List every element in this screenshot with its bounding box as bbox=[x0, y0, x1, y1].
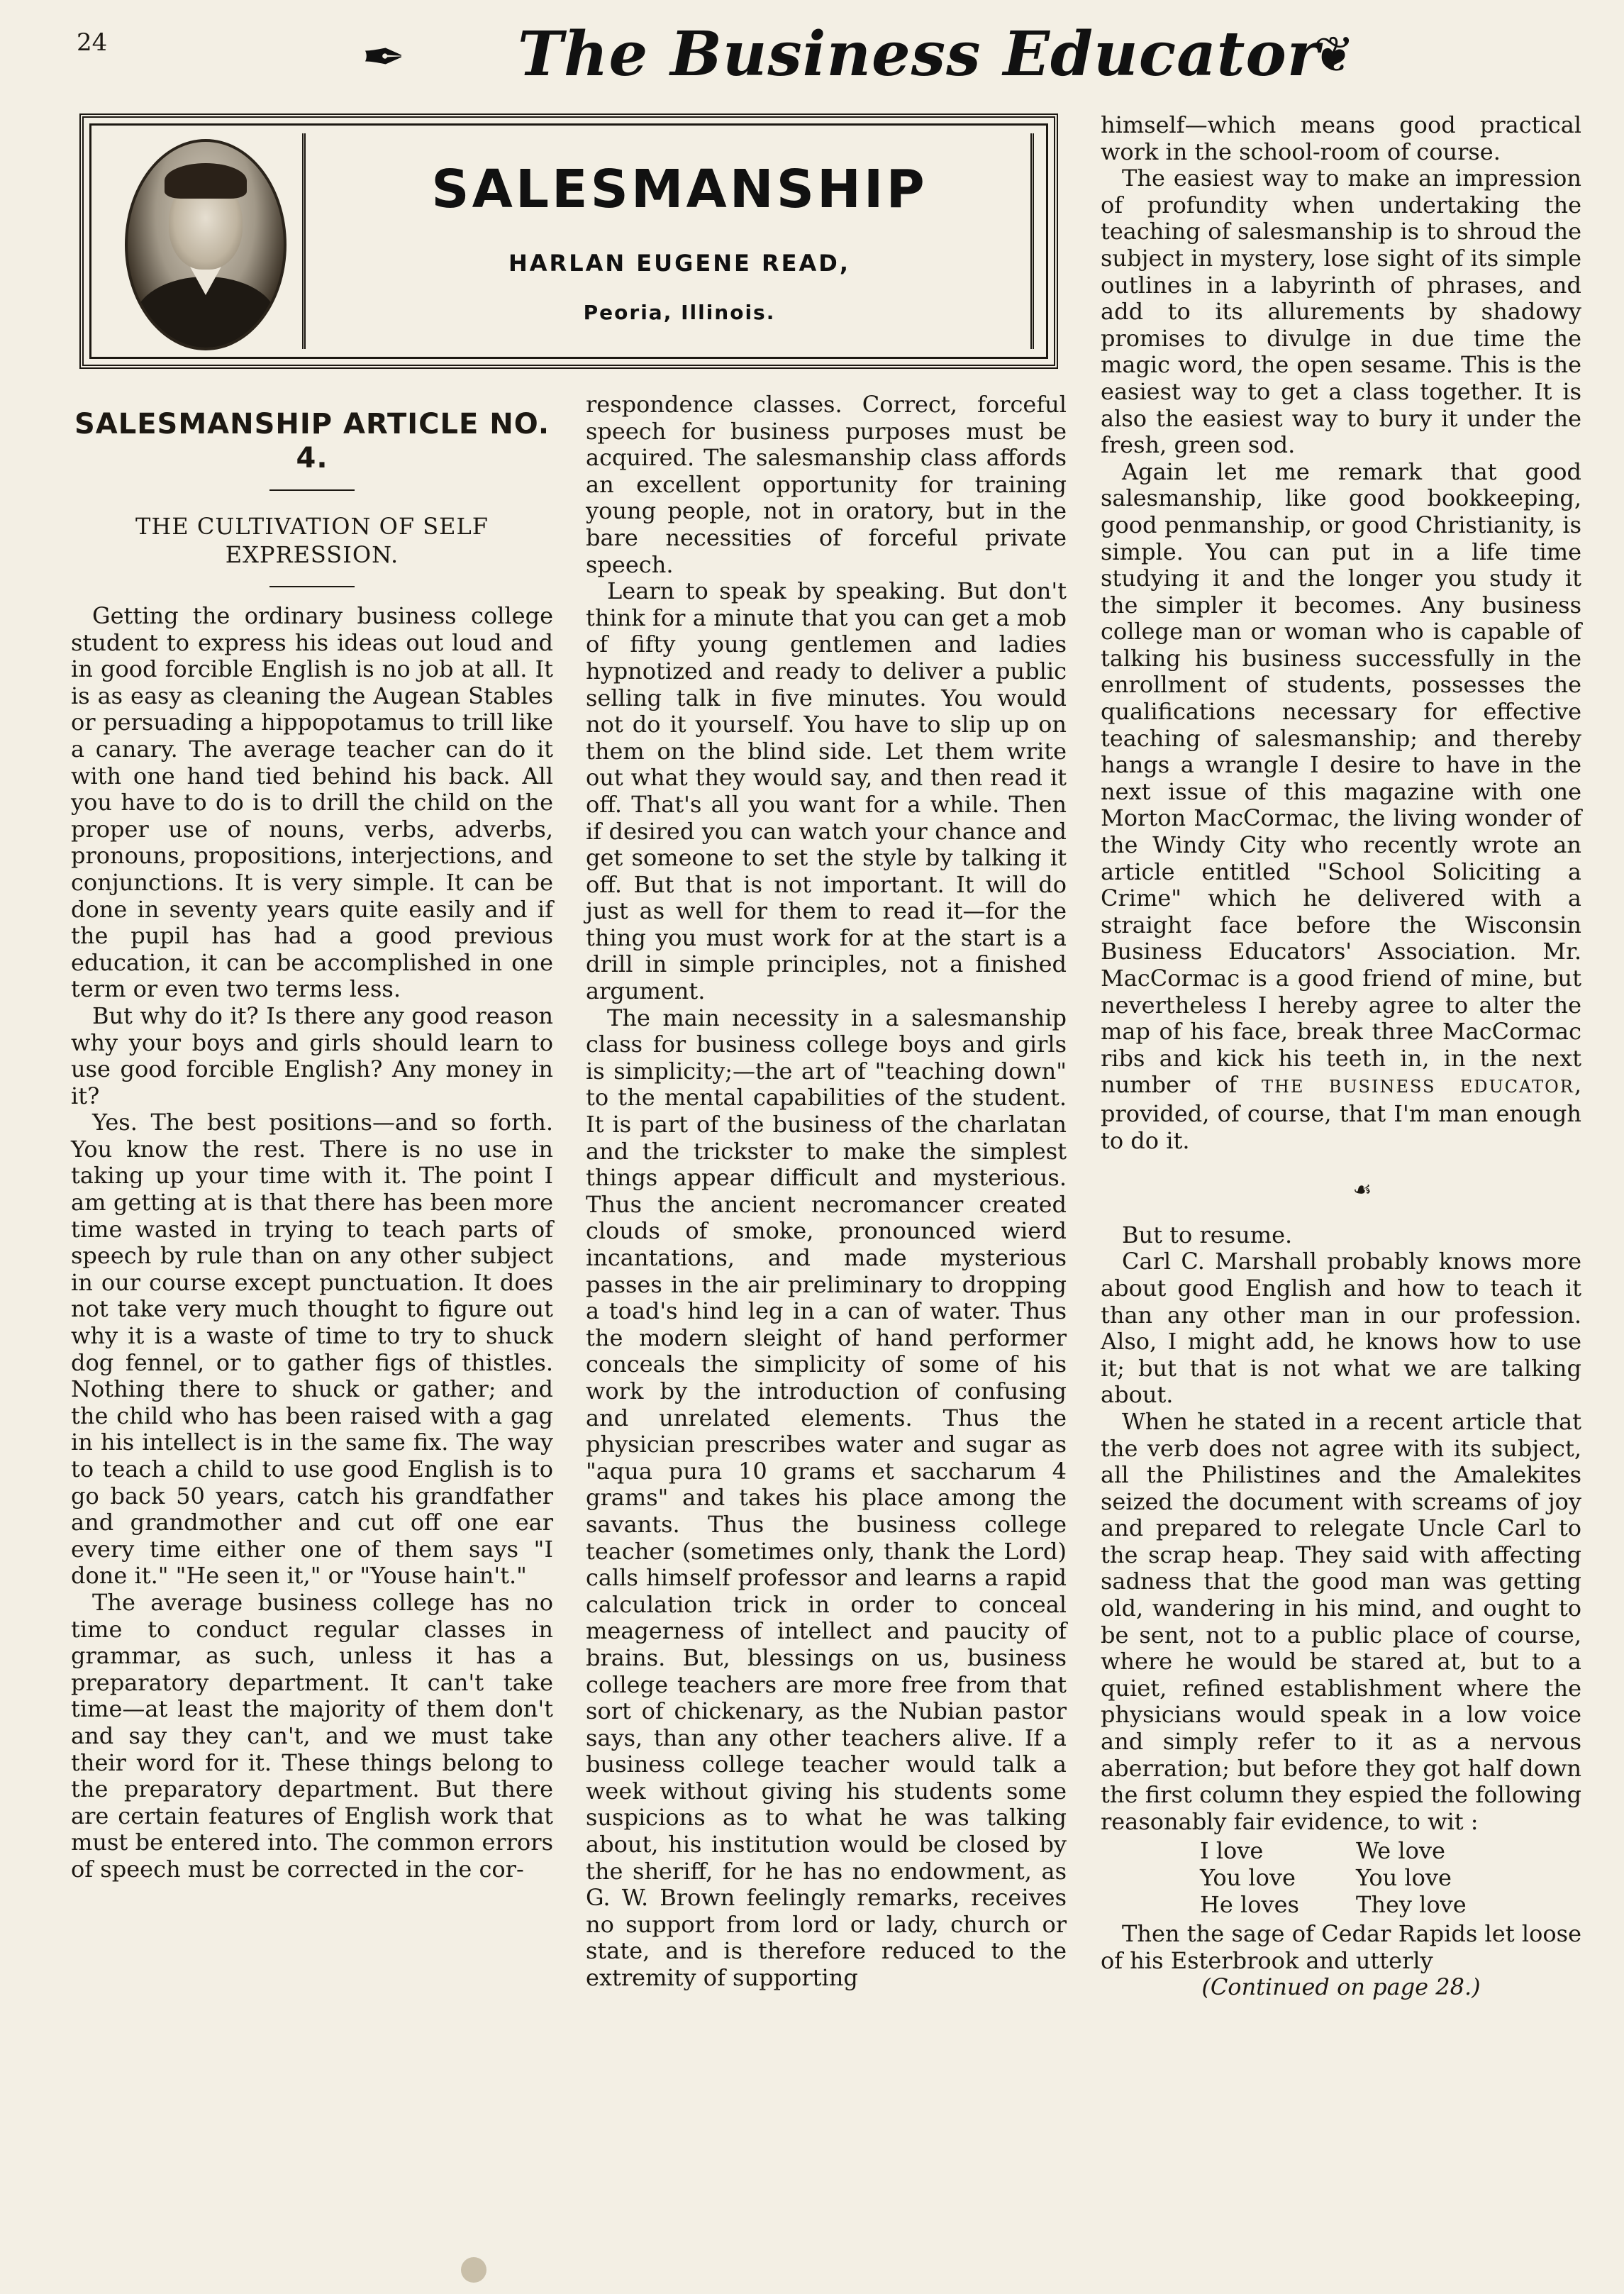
magazine-name: THE BUSINESS EDUCATOR bbox=[1261, 1077, 1574, 1097]
series-title: SALESMANSHIP bbox=[431, 159, 928, 220]
continued-note: (Continued on page 28.) bbox=[1201, 1973, 1481, 2001]
divider bbox=[269, 586, 355, 587]
article-title: SALESMANSHIP ARTICLE NO. 4. bbox=[74, 408, 550, 475]
paragraph: Yes. The best positions—and so forth. You know the rest. There is no use in taking up your time with it. The point I am getting at is that there has been more time wasted in trying to teach parts of speech by rule than on any other subject in our course except punctuation. It does not take very much thought to figure out why it is a waste of time to try to shuck dog fennel, or to gather figs of thistles. Nothing there to shuck or gather; and the child who has been raised with a gag in his intellect is in the same fix. The way to teach a child to use good English is to go back 50 years, catch his grandfather and grandmother and cut off one ear every time either one of them says "I done it." "He seen it," or "Youse hain't." bbox=[71, 1109, 553, 1590]
conjugation-cell: You love bbox=[1356, 1864, 1452, 1891]
paragraph: himself—which means good practical work in the school-room of course. bbox=[1101, 111, 1581, 165]
ornament-icon: ☙ bbox=[1352, 1178, 1372, 1203]
paragraph-tail: , provided, of course, that I'm man enough to do it. bbox=[1101, 1071, 1582, 1154]
column-1 bbox=[71, 407, 553, 1883]
paragraph-text: Again let me remark that good salesmanship, like good bookkeeping, good penmanship, or good Christianity, is simple. You can put in a life time studying it and the longer you study it the simpler it becomes. Any business college man or woman who is capable of talking his business successfully in the enrollment of students, possesses the qualifications necessary for effective teaching of salesmanship; and thereby hangs a wrangle I desire to have in the next issue of this magazine with one Morton MacCormac, the living wonder of the Windy City who recently wrote an article entitled "School Soliciting a Crime" which he delivered with a straight face before the Wisconsin Business Educators' Association. Mr. MacCormac is a good friend of mine, but nevertheless I hereby agree to alter the map of his face, break three MacCormac ribs and kick his teeth in, in the next number of bbox=[1101, 458, 1581, 1099]
column-2 bbox=[586, 392, 1067, 1992]
column-3 bbox=[1101, 112, 1581, 2001]
paragraph: But to resume. bbox=[1122, 1221, 1293, 1248]
author-portrait bbox=[125, 139, 287, 350]
ink-spot bbox=[461, 2257, 486, 2283]
article-subtitle: THE CULTIVATION OF SELF EXPRESSION. bbox=[135, 513, 489, 568]
conjugation-cell: We love bbox=[1356, 1837, 1445, 1865]
conjugation-cell: You love bbox=[1200, 1864, 1296, 1891]
divider bbox=[269, 489, 355, 491]
paragraph: The easiest way to make an impression of profundity when undertaking the teaching of salesmanship is to shroud the subject in mystery, lose sight of its simple outlines in a labyrinth of phrases, and add to its allurements by shadowy promises to divulge in due time the magic word, the open sesame. This is the easiest way to get a class together. It is also the easiest way to bury it under the fresh, green sod. bbox=[1101, 165, 1581, 459]
title-box bbox=[79, 113, 1058, 369]
paragraph: The main necessity in a salesmanship class for business college boys and girls is simplicity;—the art of "teaching down" to the mental capabilities of the student. It is part of the business of the charlatan and the trickster to make the simplest things appear difficult and mysterious. Thus the ancient necromancer created clouds of smoke, pronounced wierd incantations, and made mysterious passes in the air preliminary to dropping a toad's hind leg in a can of water. Thus the modern sleight of hand performer conceals the simplicity of some of his work by the introduction of confusing and unrelated elements. Thus the physician prescribes water and sugar as "aqua pura 10 grams et saccharum 4 grams" and takes his place among the savants. Thus the business college teacher (sometimes only, thank the Lord) calls himself professor and learns a rapid calculation trick in order to conceal meagerness of intellect and paucity of brains. But, blessings on us, business college teachers are more free from that sort of chickenary, as the Nubian pastor says, than any other teachers alive. If a business college teacher would talk a week without giving his students some suspicions as to what he was talking about, his institution would be closed by the sheriff, for he has no endowment, as G. W. Brown feelingly remarks, receives no support from lord or lady, church or state, and is therefore reduced to the extremity of supporting bbox=[586, 1004, 1067, 1992]
masthead bbox=[362, 14, 1355, 90]
paragraph: The average business college has no time to conduct regular classes in grammar, as such, unless it has a preparatory department. It can't take time—at least the majority of them don't and say they can't, and we must take their word for it. These things belong to the preparatory department. But there are certain features of English work that must be entered into. The common errors of speech must be corrected in the cor- bbox=[71, 1588, 553, 1883]
paragraph: Carl C. Marshall probably knows more about good English and how to teach it than any other man in our profession. Also, I might add, he knows how to use it; but that is not what we are talking about. bbox=[1101, 1248, 1581, 1409]
conjugation-cell: He loves bbox=[1200, 1890, 1299, 1918]
paragraph: Then the sage of Cedar Rapids let loose of his Esterbrook and utterly bbox=[1101, 1920, 1581, 1974]
author-name: HARLAN EUGENE READ, bbox=[508, 250, 850, 277]
paragraph: But why do it? Is there any good reason why your boys and girls should learn to use good forcible English? Any money in it? bbox=[71, 1002, 553, 1109]
quill-icon: ✒ bbox=[362, 27, 406, 88]
paragraph: respondence classes. Correct, forceful speech for business purposes must be acquired. The salesmanship class affords an excellent opportunity for training young people, not in oratory, but in the bare necessities of forceful private speech. bbox=[586, 391, 1067, 578]
divider bbox=[302, 133, 306, 349]
page-number: 24 bbox=[77, 28, 108, 57]
author-location: Peoria, Illinois. bbox=[583, 301, 776, 324]
conjugation-cell: I love bbox=[1200, 1837, 1264, 1865]
conjugation-cell: They love bbox=[1356, 1890, 1467, 1918]
paragraph: When he stated in a recent article that the verb does not agree with its subject, all the Philistines and the Amalekites seized the document with screams of joy and prepared to relegate Uncle Carl to the scrap heap. They said with affecting sadness that the good man was getting old, wandering in his mind, and ought to be sent, not to a public place of course, where he would be stared at, but to a quiet, refined establishment where the physicians would speak in a low voice and simply refer to it as a nervous aberration; but before they got half down the first column they espied the following reasonably fair evidence, to wit : bbox=[1101, 1407, 1581, 1835]
paragraph bbox=[1101, 459, 1581, 1154]
paragraph: Getting the ordinary business college student to express his ideas out loud and in good forcible English is no job at all. It is as easy as cleaning the Augean Stables or persuading a hippopotamus to trill like a canary. The average teacher can do it with one hand tied behind his back. All you have to do is to drill the child on the proper use of nouns, verbs, adverbs, pronouns, propositions, interjections, and conjunctions. It is very simple. It can be done in seventy years quite easily and if the pupil has had a good previous education, it can be accomplished in one term or even two terms less. bbox=[71, 602, 553, 1003]
paragraph: Learn to speak by speaking. But don't think for a minute that you can get a mob of fifty young gentlemen and ladies hypnotized and ready to deliver a public selling talk in five minutes. You would not do it yourself. You have to slip up on them on the blind side. Let them write out what they would say, and then read it off. That's all you want for a while. Then if desired you can watch your chance and get someone to set the style by talking it off. But that is not important. It will do just as well for them to read it—for the thing you must work for at the start is a drill in simple principles, not a finished argument. bbox=[586, 577, 1067, 1005]
magazine-logo: The Business Educator bbox=[518, 18, 1320, 90]
emblem-icon: ❦ bbox=[1313, 26, 1355, 84]
conjugation-table bbox=[1200, 1838, 1581, 1918]
